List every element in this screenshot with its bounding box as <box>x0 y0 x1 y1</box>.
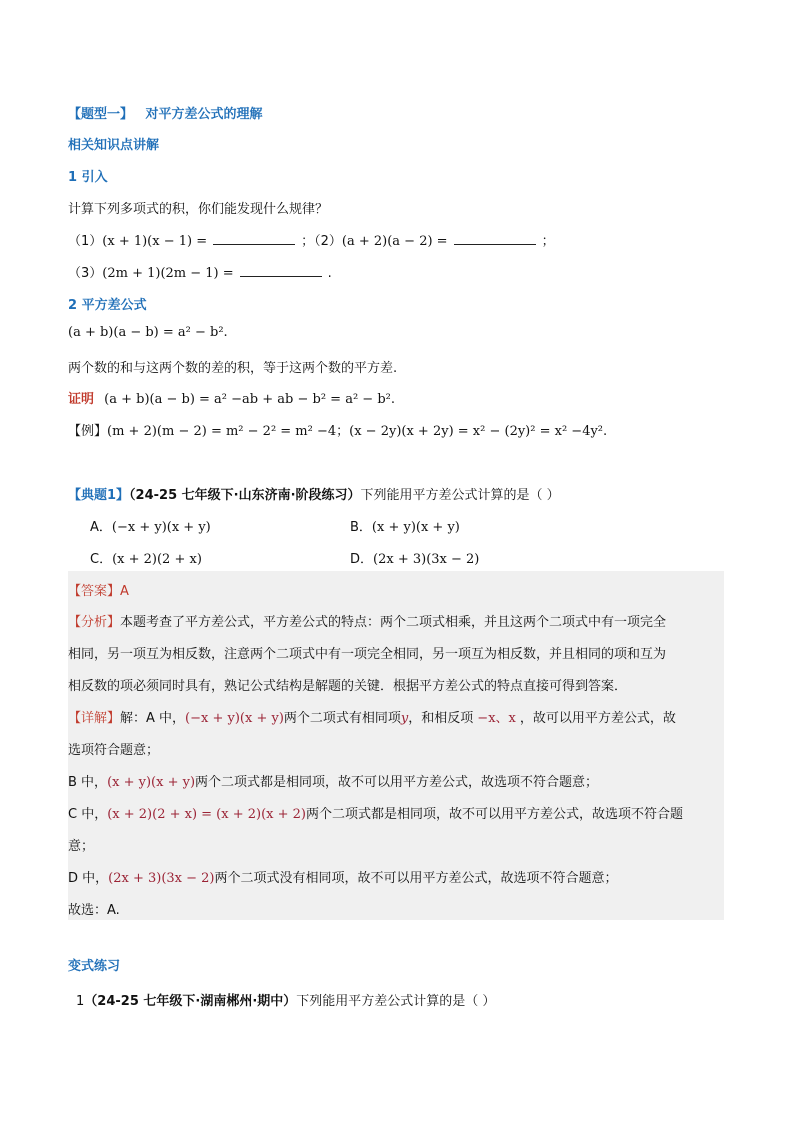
detail-d-pre: D 中， <box>68 871 109 886</box>
analysis-text-1: 本题考查了平方差公式，平方差公式的特点：两个二项式相乘，并且这两个二项式中有一项完全 <box>120 615 667 630</box>
conclusion-line: 故选：A. <box>68 903 120 918</box>
intro-heading: 1 引入 <box>68 170 108 185</box>
section-title: 对平方差公式的理解 <box>145 107 263 122</box>
option-c-label: C． <box>90 552 113 567</box>
answer-blank-2[interactable] <box>454 232 536 245</box>
detail-c-pre: C 中， <box>68 807 108 822</box>
intro-question: 计算下列多项式的积，你们能发现什么规律？ <box>68 202 329 217</box>
example-line <box>68 420 607 439</box>
formula-expr: (a + b)(a − b) = a² − b². <box>68 325 228 340</box>
detail-a-y: y <box>400 711 409 726</box>
answer-line <box>68 580 129 599</box>
practice-q1-text: 下列能用平方差公式计算的是（ ） <box>296 994 496 1009</box>
item3-end: . <box>327 266 332 281</box>
example-label: 【例】 <box>68 424 108 439</box>
option-d-label: D． <box>350 552 374 567</box>
analysis-line-1 <box>68 611 666 630</box>
analysis-label: 【分析】 <box>68 615 121 630</box>
option-c[interactable] <box>90 548 202 567</box>
item3-math: (2m + 1)(2m − 1) = <box>102 266 234 281</box>
problem1-text: 下列能用平方差公式计算的是（ ） <box>360 488 560 503</box>
answer-label: 【答案】 <box>68 584 121 599</box>
detail-a-mid: 两个二项式有相同项 <box>283 711 401 726</box>
proof-line <box>68 388 395 407</box>
item3-label: （3） <box>68 266 103 281</box>
detail-a-line-2: 选项符合题意； <box>68 743 160 758</box>
item1-sep: ；（2） <box>301 234 342 249</box>
detail-d-end: 两个二项式没有相同项，故不可以用平方差公式，故选项不符合题意； <box>214 871 618 886</box>
practice-q1 <box>76 990 495 1009</box>
detail-b-math: (x + y)(x + y) <box>107 775 196 790</box>
option-a-expr: (−x + y)(x + y) <box>111 520 211 535</box>
option-c-expr: (x + 2)(2 + x) <box>112 552 202 567</box>
practice-heading: 变式练习 <box>68 959 121 974</box>
option-d-expr: (2x + 3)(3x − 2) <box>373 552 480 567</box>
formula-desc: 两个数的和与这两个数的差的积，等于这两个数的平方差. <box>68 361 398 376</box>
detail-c-end: 两个二项式都是相同项，故不可以用平方差公式，故选项不符合题 <box>306 807 684 822</box>
detail-a-math: (−x + y)(x + y) <box>185 711 284 726</box>
intro-items-row2 <box>68 262 332 281</box>
detail-c-math: (x + 2)(2 + x) = (x + 2)(x + 2) <box>107 807 306 822</box>
detail-d-math: (2x + 3)(3x − 2) <box>108 871 215 886</box>
formula-heading: 2 平方差公式 <box>68 298 147 313</box>
detail-c-line-2: 意； <box>68 839 95 854</box>
answer-value: A <box>120 584 129 599</box>
detail-a-mid2: ，和相反项 <box>408 711 474 726</box>
example-expr: (m + 2)(m − 2) = m² − 2² = m² −4；(x − 2y)(x + 2y) = x² − (2y)² = x² −4y². <box>107 424 608 439</box>
problem1-stem <box>68 484 560 503</box>
item1-label: （1） <box>68 234 103 249</box>
answer-blank-3[interactable] <box>240 264 322 277</box>
section-tag: 【题型一】 <box>68 107 134 122</box>
section-header <box>68 103 263 122</box>
proof-expr: (a + b)(a − b) = a² −ab + ab − b² = a² − b². <box>104 392 395 407</box>
intro-items-row1 <box>68 230 555 249</box>
option-a[interactable] <box>90 516 211 535</box>
detail-b-pre: B 中， <box>68 775 108 790</box>
item2-math: (a + 2)(a − 2) = <box>341 234 448 249</box>
practice-q1-source: （24-25 七年级下·湖南郴州·期中） <box>84 994 297 1009</box>
detail-b-end: 两个二项式都是相同项，故不可以用平方差公式，故选项不符合题意； <box>195 775 599 790</box>
item2-end: ； <box>541 234 555 249</box>
option-b-label: B． <box>350 520 372 535</box>
option-d[interactable] <box>350 548 479 567</box>
problem1-label: 【典题1】 <box>68 488 130 503</box>
practice-q1-num: 1 <box>76 994 85 1009</box>
option-a-label: A． <box>90 520 112 535</box>
answer-blank-1[interactable] <box>213 232 295 245</box>
detail-d-line <box>68 867 618 886</box>
section-subtitle: 相关知识点讲解 <box>68 138 160 153</box>
detail-a-line <box>68 707 676 726</box>
option-b[interactable] <box>350 516 460 535</box>
option-b-expr: (x + y)(x + y) <box>371 520 460 535</box>
proof-label: 证明 <box>68 392 95 407</box>
detail-a-pre: 解：A 中， <box>120 711 186 726</box>
detail-c-line <box>68 803 683 822</box>
detail-b-line <box>68 771 598 790</box>
problem1-source: （24-25 七年级下·山东济南·阶段练习） <box>129 488 361 503</box>
analysis-line-3: 相反数的项必须同时具有，熟记公式结构是解题的关键．根据平方差公式的特点直接可得到答案． <box>68 679 628 694</box>
detail-a-end: ，故可以用平方差公式，故 <box>519 711 676 726</box>
analysis-line-2: 相同，另一项互为相反数，注意两个二项式中有一项完全相同，另一项互为相反数，并且相同的项和互为 <box>68 647 667 662</box>
detail-label: 【详解】 <box>68 711 121 726</box>
item1-math: (x + 1)(x − 1) = <box>102 234 208 249</box>
detail-a-opp: −x、x <box>477 711 516 726</box>
